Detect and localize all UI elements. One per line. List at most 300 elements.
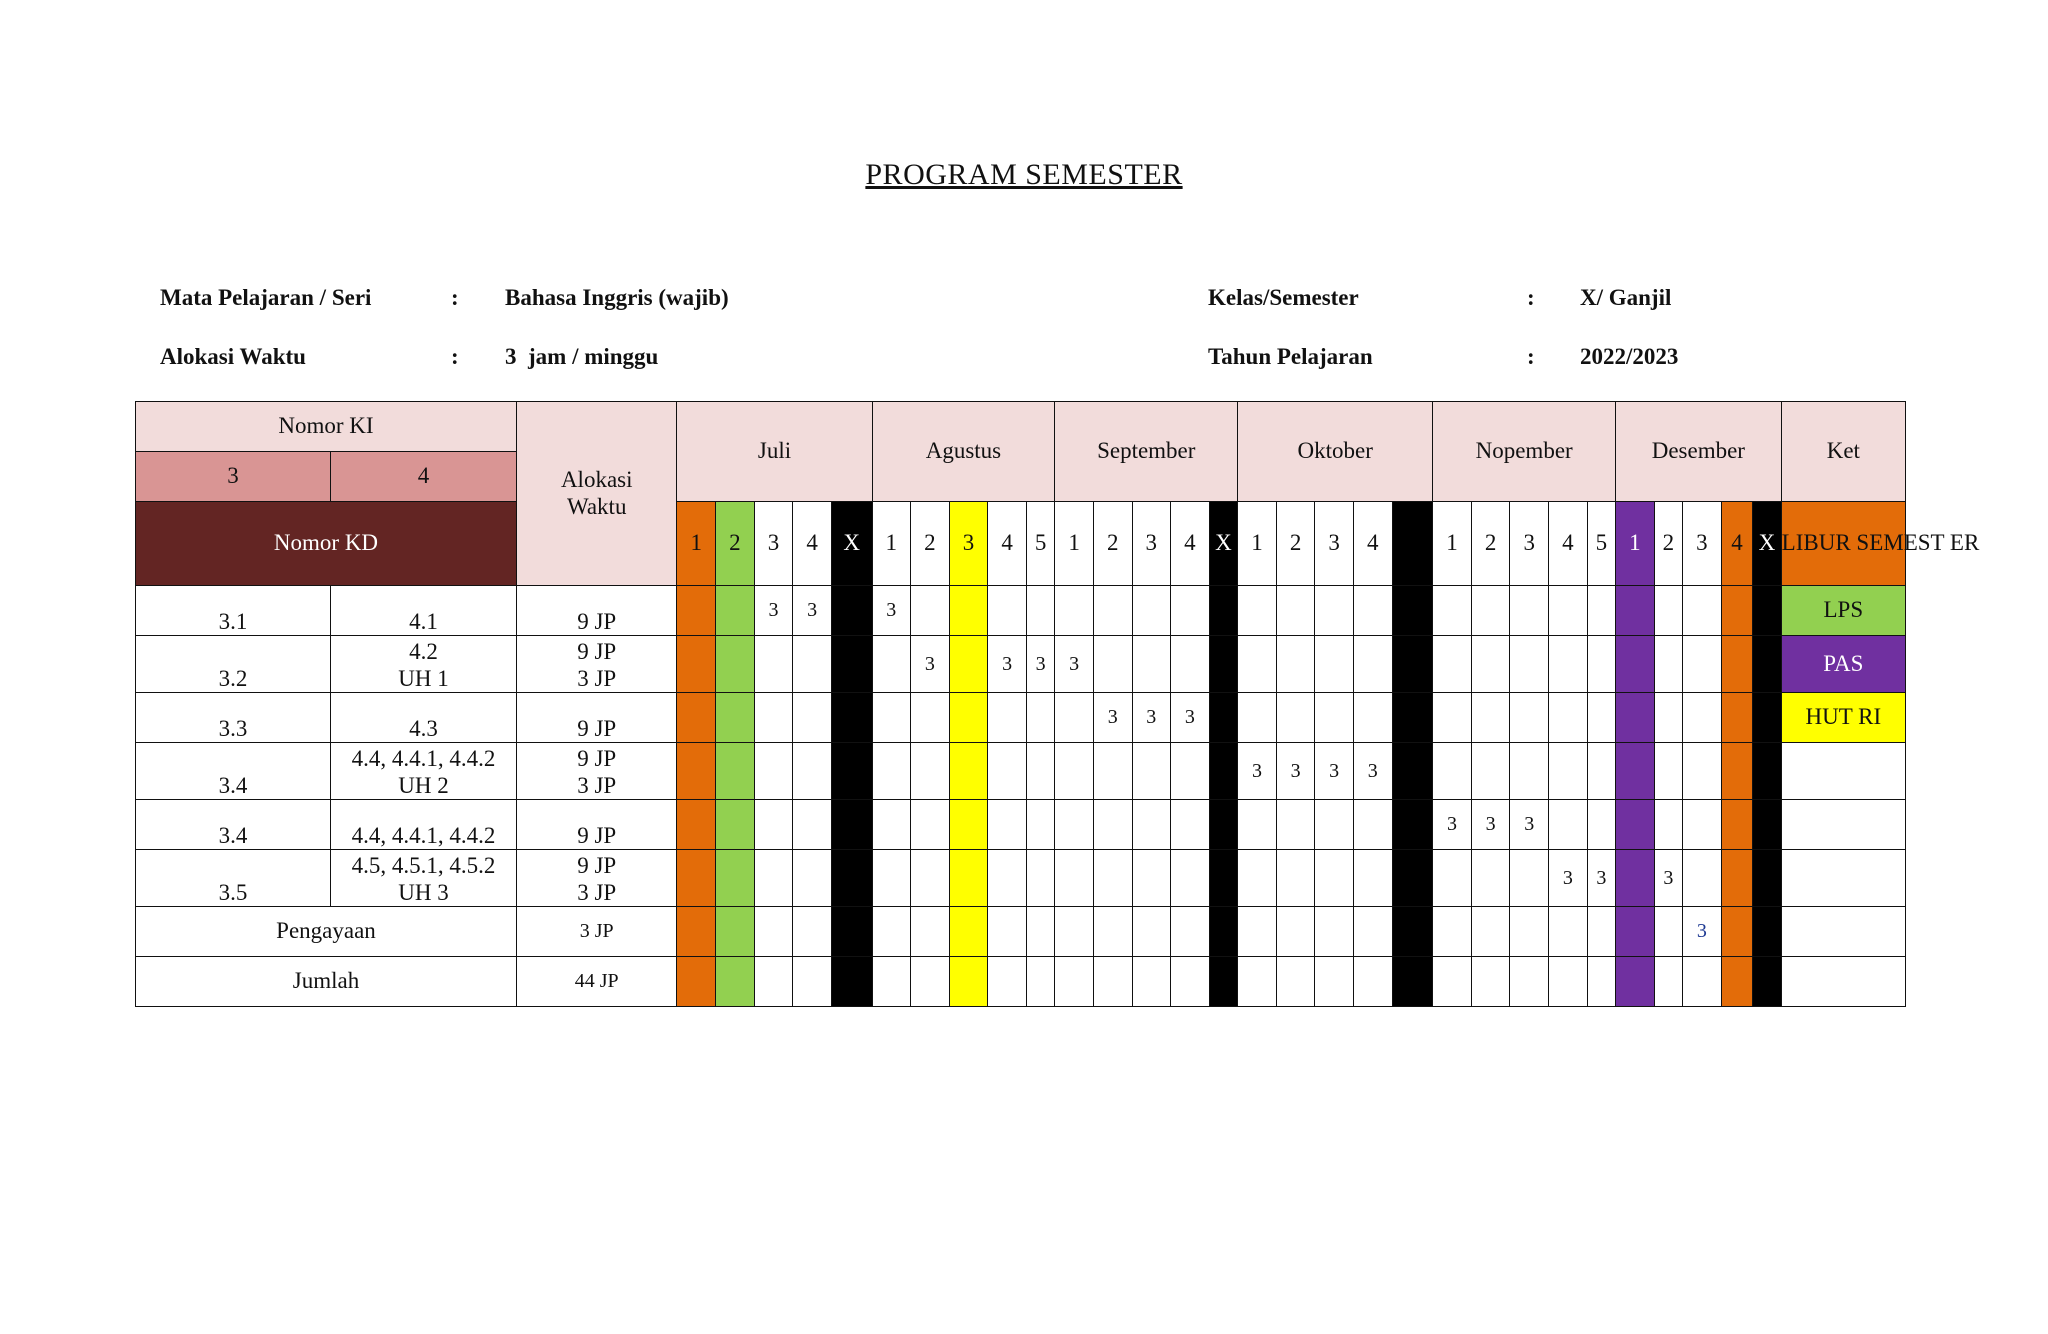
week-header: 1 — [1616, 502, 1655, 586]
week-header: X — [1209, 502, 1238, 586]
week-cell — [754, 957, 793, 1007]
week-header: 4 — [1171, 502, 1210, 586]
week-header: 1 — [872, 502, 911, 586]
week-cell: 3 — [1587, 850, 1615, 907]
week-cell: 3 — [1683, 907, 1722, 957]
week-cell: 3 — [1471, 800, 1510, 850]
week-cell — [793, 693, 832, 743]
week-cell — [1654, 693, 1682, 743]
week-header: 1 — [1055, 502, 1094, 586]
week-cell: 3 — [793, 586, 832, 636]
week-cell — [1171, 907, 1210, 957]
week-cell — [1238, 850, 1277, 907]
week-cell — [1471, 850, 1510, 907]
week-cell — [831, 800, 872, 850]
week-cell — [1683, 957, 1722, 1007]
tahun-colon: : — [1527, 344, 1535, 369]
week-cell — [1171, 636, 1210, 693]
week-cell — [1238, 636, 1277, 693]
week-cell — [1055, 850, 1094, 907]
week-cell — [1721, 800, 1752, 850]
week-cell — [1171, 800, 1210, 850]
week-cell — [1616, 586, 1655, 636]
week-cell — [1587, 907, 1615, 957]
week-cell — [1353, 907, 1392, 957]
week-cell — [949, 957, 988, 1007]
ki3-cell: 3.2 — [136, 636, 331, 693]
week-header: 2 — [1093, 502, 1132, 586]
mapel-label: Mata Pelajaran / Seri — [160, 285, 372, 310]
ki3-cell: 3.4 — [136, 800, 331, 850]
week-header: 3 — [949, 502, 988, 586]
week-cell — [1276, 957, 1315, 1007]
ki4-cell: 4.5, 4.5.1, 4.5.2 UH 3 — [331, 850, 517, 907]
alokasi-cell: 9 JP 3 JP — [516, 850, 677, 907]
week-cell — [1433, 850, 1472, 907]
table-row — [136, 800, 1906, 850]
week-cell — [949, 800, 988, 850]
week-cell — [1209, 907, 1238, 957]
week-cell — [677, 957, 716, 1007]
week-cell: 3 — [1055, 636, 1094, 693]
week-cell — [1753, 957, 1781, 1007]
week-cell — [1471, 586, 1510, 636]
week-cell — [1753, 636, 1781, 693]
week-header: X — [831, 502, 872, 586]
week-cell — [1392, 957, 1433, 1007]
week-cell — [793, 800, 832, 850]
week-cell — [872, 850, 911, 907]
week-cell — [1433, 636, 1472, 693]
week-cell — [1276, 800, 1315, 850]
ket-cell — [1781, 850, 1905, 907]
week-cell — [1209, 586, 1238, 636]
week-cell — [1093, 957, 1132, 1007]
week-cell — [1392, 636, 1433, 693]
week-cell: 3 — [1171, 693, 1210, 743]
week-cell — [831, 636, 872, 693]
week-cell — [1026, 850, 1054, 907]
week-cell — [1549, 693, 1588, 743]
week-cell — [1549, 586, 1588, 636]
week-cell — [1683, 693, 1722, 743]
week-header: 2 — [1276, 502, 1315, 586]
week-header: 3 — [1132, 502, 1171, 586]
week-cell — [716, 957, 755, 1007]
week-cell — [1315, 800, 1354, 850]
table-row — [136, 743, 1906, 800]
week-cell — [1315, 907, 1354, 957]
week-cell — [1433, 957, 1472, 1007]
week-cell — [1238, 693, 1277, 743]
week-cell — [1683, 636, 1722, 693]
month-header-juli: Juli — [677, 402, 872, 502]
week-cell — [988, 907, 1027, 957]
week-header — [1392, 502, 1433, 586]
week-cell — [1654, 586, 1682, 636]
week-cell — [1055, 586, 1094, 636]
week-cell — [1093, 636, 1132, 693]
week-cell — [1315, 586, 1354, 636]
mapel-colon: : — [451, 285, 459, 310]
week-cell — [1753, 850, 1781, 907]
week-cell — [1315, 850, 1354, 907]
week-cell — [1026, 800, 1054, 850]
week-cell — [1549, 907, 1588, 957]
week-header: 2 — [911, 502, 950, 586]
week-cell — [949, 693, 988, 743]
ki3-cell: 3.4 — [136, 743, 331, 800]
week-cell — [1753, 907, 1781, 957]
month-header-september: September — [1055, 402, 1238, 502]
week-cell — [1026, 907, 1054, 957]
week-cell: 3 — [1654, 850, 1682, 907]
week-cell — [1026, 957, 1054, 1007]
week-cell — [793, 743, 832, 800]
week-cell — [949, 743, 988, 800]
week-header: 2 — [1471, 502, 1510, 586]
week-header: X — [1753, 502, 1781, 586]
week-header: 1 — [677, 502, 716, 586]
week-cell — [1171, 957, 1210, 1007]
ket-cell — [1781, 743, 1905, 800]
week-cell — [1510, 850, 1549, 907]
week-cell: 3 — [911, 636, 950, 693]
week-cell — [911, 957, 950, 1007]
page-title: PROGRAM SEMESTER — [865, 158, 1183, 191]
week-header: 3 — [1315, 502, 1354, 586]
week-cell — [831, 957, 872, 1007]
week-header: 4 — [1721, 502, 1752, 586]
week-header: 4 — [988, 502, 1027, 586]
week-cell — [1616, 907, 1655, 957]
week-cell — [949, 850, 988, 907]
week-header: 4 — [793, 502, 832, 586]
alokasi-colon: : — [451, 344, 459, 369]
week-cell — [1026, 586, 1054, 636]
week-cell — [831, 693, 872, 743]
week-cell — [1510, 586, 1549, 636]
alokasi-cell: 9 JP — [516, 693, 677, 743]
nomor-kd-header: Nomor KD — [136, 502, 517, 586]
week-cell — [1171, 850, 1210, 907]
week-cell — [1753, 586, 1781, 636]
week-cell — [1433, 693, 1472, 743]
week-cell: 3 — [1433, 800, 1472, 850]
table-row — [136, 907, 1906, 957]
ket-cell — [1781, 907, 1905, 957]
week-header: 1 — [1433, 502, 1472, 586]
kelas-colon: : — [1527, 285, 1535, 310]
ki3-header: 3 — [136, 452, 331, 502]
week-cell — [1549, 957, 1588, 1007]
week-cell — [793, 850, 832, 907]
week-cell — [1276, 636, 1315, 693]
week-cell — [793, 636, 832, 693]
ki3-cell: 3.5 — [136, 850, 331, 907]
ket-cell: LIBUR SEMEST ER — [1781, 502, 1905, 586]
week-cell — [716, 636, 755, 693]
week-cell — [1093, 586, 1132, 636]
week-cell — [988, 957, 1027, 1007]
week-cell — [831, 586, 872, 636]
week-cell — [1433, 586, 1472, 636]
week-cell — [1276, 907, 1315, 957]
week-cell: 3 — [1238, 743, 1277, 800]
week-cell — [1055, 693, 1094, 743]
week-cell — [716, 850, 755, 907]
kelas-label: Kelas/Semester — [1208, 285, 1359, 310]
week-cell — [1055, 743, 1094, 800]
alokasi-cell: 9 JP 3 JP — [516, 636, 677, 693]
week-cell — [1753, 800, 1781, 850]
week-cell — [1392, 586, 1433, 636]
week-cell — [949, 586, 988, 636]
tahun-label: Tahun Pelajaran — [1208, 344, 1373, 369]
table-row — [136, 586, 1906, 636]
week-cell — [988, 800, 1027, 850]
week-cell — [1093, 907, 1132, 957]
week-cell: 3 — [1549, 850, 1588, 907]
week-cell — [1587, 586, 1615, 636]
week-cell — [1132, 636, 1171, 693]
week-header: 3 — [754, 502, 793, 586]
week-cell: 3 — [1510, 800, 1549, 850]
week-cell — [1132, 850, 1171, 907]
ki3-cell: 3.3 — [136, 693, 331, 743]
week-header: 3 — [1510, 502, 1549, 586]
week-header: 2 — [1654, 502, 1682, 586]
week-cell — [1353, 586, 1392, 636]
week-cell — [1171, 586, 1210, 636]
ki3-cell: 3.1 — [136, 586, 331, 636]
week-cell — [1721, 693, 1752, 743]
week-cell — [1433, 743, 1472, 800]
week-cell: 3 — [1276, 743, 1315, 800]
week-cell — [1549, 800, 1588, 850]
week-cell — [1238, 586, 1277, 636]
week-cell — [677, 800, 716, 850]
table-row — [136, 850, 1906, 907]
week-cell: 3 — [754, 586, 793, 636]
week-cell — [831, 907, 872, 957]
week-cell — [677, 586, 716, 636]
week-cell — [1721, 957, 1752, 1007]
week-cell — [1392, 693, 1433, 743]
month-header-agustus: Agustus — [872, 402, 1055, 502]
week-cell — [1353, 636, 1392, 693]
week-cell — [754, 800, 793, 850]
week-cell — [793, 957, 832, 1007]
month-header-nopember: Nopember — [1433, 402, 1616, 502]
nomor-ki-header: Nomor KI — [136, 402, 517, 452]
week-cell — [754, 636, 793, 693]
week-cell — [1616, 636, 1655, 693]
alokasi-cell: 3 JP — [516, 907, 677, 957]
week-cell — [1654, 957, 1682, 1007]
week-cell: 3 — [1353, 743, 1392, 800]
week-cell — [872, 636, 911, 693]
week-cell — [1616, 693, 1655, 743]
week-cell — [1510, 907, 1549, 957]
week-cell — [911, 693, 950, 743]
week-cell — [949, 636, 988, 693]
week-cell — [1392, 743, 1433, 800]
week-cell — [1209, 693, 1238, 743]
week-cell — [1392, 800, 1433, 850]
week-cell — [1587, 743, 1615, 800]
week-cell — [716, 907, 755, 957]
week-cell — [716, 743, 755, 800]
ki4-cell: 4.3 — [331, 693, 517, 743]
week-cell — [754, 693, 793, 743]
week-cell — [1683, 743, 1722, 800]
week-cell — [1392, 850, 1433, 907]
week-cell — [1654, 800, 1682, 850]
week-cell — [872, 743, 911, 800]
week-cell — [1353, 957, 1392, 1007]
week-cell — [1276, 693, 1315, 743]
week-cell — [793, 907, 832, 957]
week-cell — [1721, 586, 1752, 636]
week-header: 2 — [716, 502, 755, 586]
week-cell — [1132, 957, 1171, 1007]
table-row — [136, 636, 1906, 693]
ki4-cell: 4.2 UH 1 — [331, 636, 517, 693]
row-label: Pengayaan — [136, 907, 517, 957]
week-cell — [1392, 907, 1433, 957]
week-cell — [1132, 586, 1171, 636]
week-cell — [1093, 800, 1132, 850]
week-cell — [988, 850, 1027, 907]
week-cell — [1721, 907, 1752, 957]
week-cell — [716, 693, 755, 743]
week-cell — [988, 586, 1027, 636]
week-cell — [1510, 636, 1549, 693]
ket-header: Ket — [1781, 402, 1905, 502]
ket-cell — [1781, 957, 1905, 1007]
week-header: 4 — [1549, 502, 1588, 586]
week-cell — [1753, 693, 1781, 743]
month-header-oktober: Oktober — [1238, 402, 1433, 502]
week-cell — [1616, 850, 1655, 907]
week-cell — [754, 907, 793, 957]
week-cell — [988, 743, 1027, 800]
week-cell — [831, 850, 872, 907]
week-cell — [677, 693, 716, 743]
week-cell — [754, 743, 793, 800]
week-cell — [1654, 743, 1682, 800]
week-cell — [1315, 693, 1354, 743]
week-cell — [1171, 743, 1210, 800]
week-cell — [1026, 743, 1054, 800]
week-cell — [1753, 743, 1781, 800]
week-cell: 3 — [1093, 693, 1132, 743]
week-cell — [1209, 957, 1238, 1007]
week-cell — [1721, 743, 1752, 800]
week-cell — [1721, 850, 1752, 907]
week-cell — [911, 586, 950, 636]
week-cell — [1132, 743, 1171, 800]
week-cell — [1549, 743, 1588, 800]
week-cell — [1276, 850, 1315, 907]
week-cell — [1471, 693, 1510, 743]
week-cell — [677, 636, 716, 693]
ket-cell: HUT RI — [1781, 693, 1905, 743]
week-cell — [1510, 957, 1549, 1007]
week-header: 3 — [1683, 502, 1722, 586]
mapel-value: Bahasa Inggris (wajib) — [505, 285, 729, 310]
alokasi-cell: 9 JP — [516, 586, 677, 636]
tahun-value: 2022/2023 — [1580, 344, 1679, 369]
week-cell — [1683, 586, 1722, 636]
week-cell — [1587, 800, 1615, 850]
ki4-cell: 4.1 — [331, 586, 517, 636]
week-cell — [872, 800, 911, 850]
week-cell — [677, 850, 716, 907]
week-cell — [1276, 586, 1315, 636]
week-cell — [1616, 743, 1655, 800]
week-cell — [1549, 636, 1588, 693]
week-cell — [872, 957, 911, 1007]
kelas-value: X/ Ganjil — [1580, 285, 1672, 310]
week-cell — [1433, 907, 1472, 957]
week-cell — [1683, 850, 1722, 907]
week-header: 1 — [1238, 502, 1277, 586]
week-cell — [1616, 800, 1655, 850]
week-cell — [911, 800, 950, 850]
week-cell — [716, 800, 755, 850]
week-cell — [1616, 957, 1655, 1007]
week-cell: 3 — [1315, 743, 1354, 800]
week-cell — [988, 693, 1027, 743]
week-header: 4 — [1353, 502, 1392, 586]
alokasi-cell: 9 JP — [516, 800, 677, 850]
week-cell — [911, 907, 950, 957]
week-cell — [1132, 907, 1171, 957]
week-cell — [1510, 743, 1549, 800]
week-cell — [949, 907, 988, 957]
week-cell — [1471, 907, 1510, 957]
week-cell: 3 — [872, 586, 911, 636]
week-cell — [677, 743, 716, 800]
week-cell — [1683, 800, 1722, 850]
row-label: Jumlah — [136, 957, 517, 1007]
alokasi-waktu-header: Alokasi Waktu — [516, 402, 677, 586]
week-cell — [677, 907, 716, 957]
week-cell — [1654, 907, 1682, 957]
program-semester-table — [135, 401, 1980, 1007]
table-row — [136, 693, 1906, 743]
week-cell — [1055, 907, 1094, 957]
week-cell — [1209, 743, 1238, 800]
week-cell — [1587, 957, 1615, 1007]
week-cell — [831, 743, 872, 800]
ket-cell — [1781, 800, 1905, 850]
week-cell — [911, 850, 950, 907]
week-cell — [1209, 636, 1238, 693]
week-cell — [1026, 693, 1054, 743]
week-cell — [1209, 850, 1238, 907]
week-cell — [1209, 800, 1238, 850]
week-cell: 3 — [988, 636, 1027, 693]
week-cell — [1238, 957, 1277, 1007]
alokasi-cell: 44 JP — [516, 957, 677, 1007]
week-cell — [1353, 800, 1392, 850]
week-cell — [754, 850, 793, 907]
ki4-cell: 4.4, 4.4.1, 4.4.2 — [331, 800, 517, 850]
alokasi-value: 3 jam / minggu — [505, 344, 659, 369]
